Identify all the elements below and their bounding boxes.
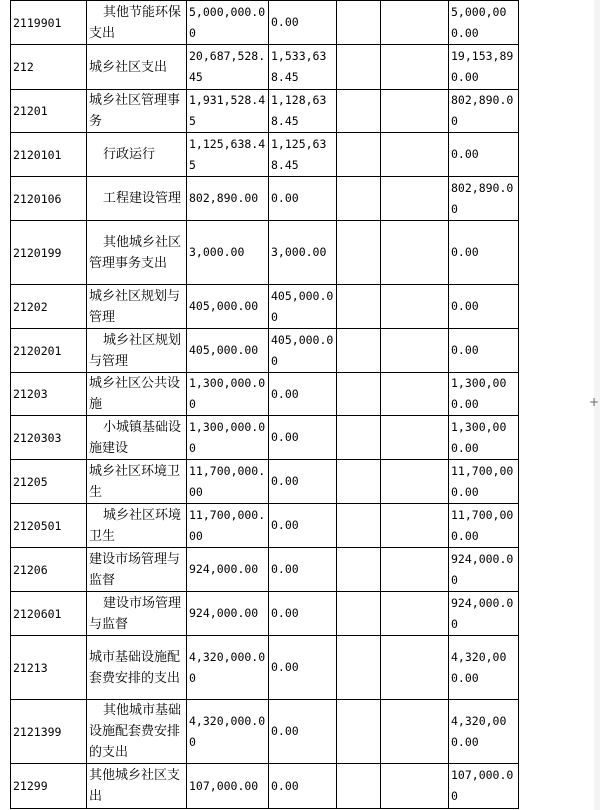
subject-name-cell: 城市基础设施配套费安排的支出 xyxy=(87,636,187,700)
total-amount-cell: 1,300,000.00 xyxy=(187,373,269,416)
basic-expenditure-cell: 1,125,638.45 xyxy=(269,133,337,177)
empty-cell xyxy=(381,221,449,285)
table-row xyxy=(11,285,519,329)
total-amount-cell: 802,890.00 xyxy=(187,177,269,221)
total-amount-cell: 405,000.00 xyxy=(187,285,269,329)
project-expenditure-cell: 1,300,000.00 xyxy=(449,373,519,416)
project-expenditure-cell: 0.00 xyxy=(449,285,519,329)
subject-name-cell: 建设市场管理与监督 xyxy=(87,548,187,592)
subject-code-cell: 21203 xyxy=(11,373,87,416)
subject-code-cell: 21202 xyxy=(11,285,87,329)
basic-expenditure-cell: 0.00 xyxy=(269,636,337,700)
total-amount-cell: 11,700,000.00 xyxy=(187,504,269,548)
subject-name-cell: 其他城乡社区管理事务支出 xyxy=(87,221,187,285)
empty-cell xyxy=(381,90,449,133)
subject-name-cell: 城乡社区管理事务 xyxy=(87,90,187,133)
table-row xyxy=(11,221,519,285)
empty-cell xyxy=(337,764,381,809)
subject-code-cell: 2120601 xyxy=(11,592,87,636)
project-expenditure-cell: 4,320,000.00 xyxy=(449,700,519,764)
subject-code-cell: 2121399 xyxy=(11,700,87,764)
basic-expenditure-cell: 405,000.00 xyxy=(269,329,337,373)
subject-name-cell: 行政运行 xyxy=(87,133,187,177)
empty-cell xyxy=(337,1,381,45)
project-expenditure-cell: 0.00 xyxy=(449,329,519,373)
table-row xyxy=(11,329,519,373)
subject-code-cell: 21206 xyxy=(11,548,87,592)
table-row xyxy=(11,460,519,504)
empty-cell xyxy=(381,177,449,221)
empty-cell xyxy=(337,285,381,329)
subject-code-cell: 2120501 xyxy=(11,504,87,548)
subject-name-cell: 城乡社区规划与管理 xyxy=(87,285,187,329)
table-row xyxy=(11,1,519,45)
subject-code-cell: 21213 xyxy=(11,636,87,700)
empty-cell xyxy=(381,329,449,373)
empty-cell xyxy=(337,45,381,90)
subject-name-cell: 建设市场管理与监督 xyxy=(87,592,187,636)
empty-cell xyxy=(337,460,381,504)
total-amount-cell: 20,687,528.45 xyxy=(187,45,269,90)
project-expenditure-cell: 11,700,000.00 xyxy=(449,504,519,548)
subject-code-cell: 2120101 xyxy=(11,133,87,177)
subject-name-cell: 城乡社区规划与管理 xyxy=(87,329,187,373)
subject-name-cell: 其他节能环保支出 xyxy=(87,1,187,45)
project-expenditure-cell: 11,700,000.00 xyxy=(449,460,519,504)
subject-code-cell: 2120201 xyxy=(11,329,87,373)
total-amount-cell: 107,000.00 xyxy=(187,764,269,809)
project-expenditure-cell: 107,000.00 xyxy=(449,764,519,809)
basic-expenditure-cell: 0.00 xyxy=(269,504,337,548)
empty-cell xyxy=(337,592,381,636)
project-expenditure-cell: 1,300,000.00 xyxy=(449,416,519,460)
total-amount-cell: 405,000.00 xyxy=(187,329,269,373)
empty-cell xyxy=(337,636,381,700)
empty-cell xyxy=(337,416,381,460)
subject-code-cell: 21299 xyxy=(11,764,87,809)
expenditure-table xyxy=(10,0,519,809)
subject-name-cell: 其他城乡社区支出 xyxy=(87,764,187,809)
empty-cell xyxy=(337,133,381,177)
empty-cell xyxy=(337,700,381,764)
basic-expenditure-cell: 0.00 xyxy=(269,548,337,592)
table-row xyxy=(11,416,519,460)
empty-cell xyxy=(337,329,381,373)
empty-cell xyxy=(381,1,449,45)
empty-cell xyxy=(337,548,381,592)
empty-cell xyxy=(381,548,449,592)
table-row xyxy=(11,636,519,700)
basic-expenditure-cell: 0.00 xyxy=(269,592,337,636)
project-expenditure-cell: 802,890.00 xyxy=(449,90,519,133)
project-expenditure-cell: 924,000.00 xyxy=(449,592,519,636)
table-row xyxy=(11,133,519,177)
basic-expenditure-cell: 0.00 xyxy=(269,373,337,416)
subject-name-cell: 城乡社区公共设施 xyxy=(87,373,187,416)
total-amount-cell: 3,000.00 xyxy=(187,221,269,285)
empty-cell xyxy=(381,285,449,329)
empty-cell xyxy=(381,636,449,700)
subject-name-cell: 城乡社区环境卫生 xyxy=(87,460,187,504)
total-amount-cell: 5,000,000.00 xyxy=(187,1,269,45)
empty-cell xyxy=(381,504,449,548)
empty-cell xyxy=(381,700,449,764)
table-row xyxy=(11,764,519,809)
total-amount-cell: 1,300,000.00 xyxy=(187,416,269,460)
subject-code-cell: 2120199 xyxy=(11,221,87,285)
subject-code-cell: 2120106 xyxy=(11,177,87,221)
basic-expenditure-cell: 405,000.00 xyxy=(269,285,337,329)
subject-code-cell: 21205 xyxy=(11,460,87,504)
table-row xyxy=(11,592,519,636)
total-amount-cell: 4,320,000.00 xyxy=(187,636,269,700)
basic-expenditure-cell: 1,128,638.45 xyxy=(269,90,337,133)
empty-cell xyxy=(381,592,449,636)
subject-name-cell: 城乡社区支出 xyxy=(87,45,187,90)
subject-name-cell: 其他城市基础设施配套费安排的支出 xyxy=(87,700,187,764)
table-row xyxy=(11,373,519,416)
basic-expenditure-cell: 0.00 xyxy=(269,416,337,460)
total-amount-cell: 1,931,528.45 xyxy=(187,90,269,133)
empty-cell xyxy=(381,373,449,416)
table-row xyxy=(11,504,519,548)
subject-code-cell: 2120303 xyxy=(11,416,87,460)
basic-expenditure-cell: 0.00 xyxy=(269,700,337,764)
basic-expenditure-cell: 3,000.00 xyxy=(269,221,337,285)
empty-cell xyxy=(337,373,381,416)
table-row xyxy=(11,177,519,221)
empty-cell xyxy=(381,764,449,809)
empty-cell xyxy=(381,133,449,177)
subject-code-cell: 21201 xyxy=(11,90,87,133)
plus-icon[interactable]: + xyxy=(588,395,599,409)
total-amount-cell: 924,000.00 xyxy=(187,548,269,592)
empty-cell xyxy=(337,90,381,133)
table-row xyxy=(11,90,519,133)
project-expenditure-cell: 5,000,000.00 xyxy=(449,1,519,45)
empty-cell xyxy=(337,504,381,548)
project-expenditure-cell: 0.00 xyxy=(449,221,519,285)
table-row xyxy=(11,45,519,90)
subject-name-cell: 工程建设管理 xyxy=(87,177,187,221)
basic-expenditure-cell: 1,533,638.45 xyxy=(269,45,337,90)
project-expenditure-cell: 4,320,000.00 xyxy=(449,636,519,700)
total-amount-cell: 4,320,000.00 xyxy=(187,700,269,764)
project-expenditure-cell: 802,890.00 xyxy=(449,177,519,221)
basic-expenditure-cell: 0.00 xyxy=(269,1,337,45)
empty-cell xyxy=(337,177,381,221)
subject-name-cell: 小城镇基础设施建设 xyxy=(87,416,187,460)
empty-cell xyxy=(381,460,449,504)
subject-name-cell: 城乡社区环境卫生 xyxy=(87,504,187,548)
empty-cell xyxy=(381,416,449,460)
basic-expenditure-cell: 0.00 xyxy=(269,177,337,221)
project-expenditure-cell: 19,153,890.00 xyxy=(449,45,519,90)
empty-cell xyxy=(381,45,449,90)
basic-expenditure-cell: 0.00 xyxy=(269,764,337,809)
total-amount-cell: 1,125,638.45 xyxy=(187,133,269,177)
total-amount-cell: 924,000.00 xyxy=(187,592,269,636)
project-expenditure-cell: 0.00 xyxy=(449,133,519,177)
project-expenditure-cell: 924,000.00 xyxy=(449,548,519,592)
subject-code-cell: 2119901 xyxy=(11,1,87,45)
empty-cell xyxy=(337,221,381,285)
subject-code-cell: 212 xyxy=(11,45,87,90)
table-row xyxy=(11,700,519,764)
table-row xyxy=(11,548,519,592)
basic-expenditure-cell: 0.00 xyxy=(269,460,337,504)
total-amount-cell: 11,700,000.00 xyxy=(187,460,269,504)
